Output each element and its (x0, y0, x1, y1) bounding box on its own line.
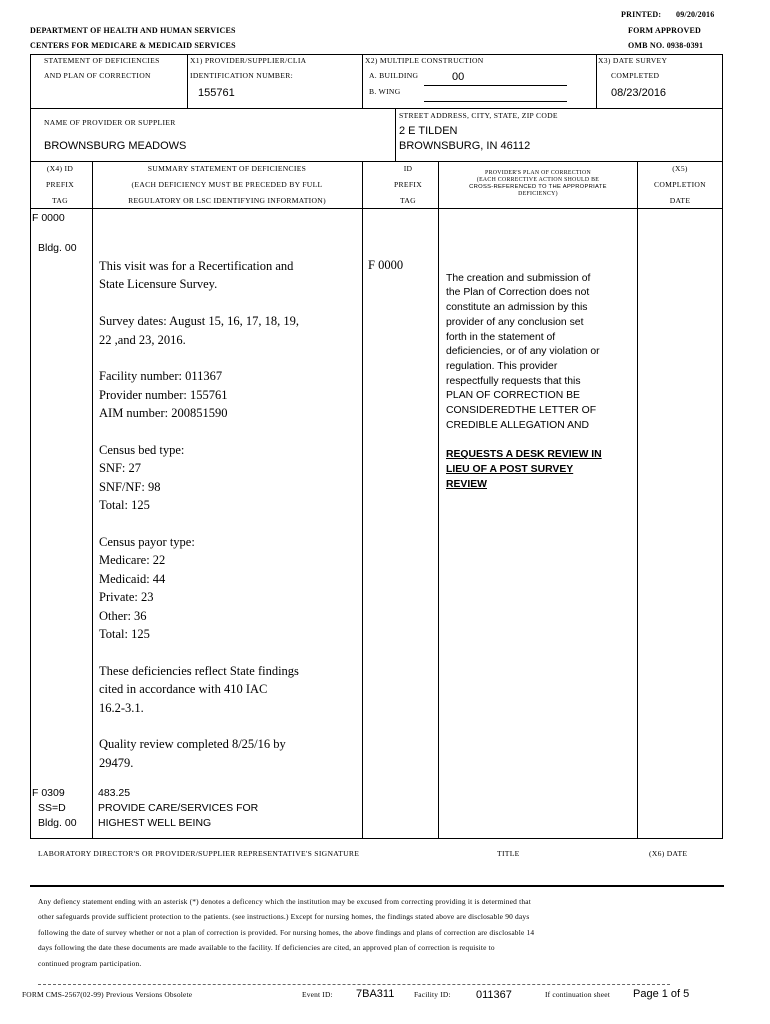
event-id-value: 7BA311 (356, 988, 395, 1000)
disclaimer (38, 894, 534, 971)
disclaimer-line3: following the date of survey whether or not a plan of correction is provided. For nursing homes, the above findings and plans of correction are disclosable 14 (38, 927, 535, 937)
printed-date: 09/20/2016 (676, 10, 715, 19)
omb-number: OMB NO. 0938-0391 (628, 41, 704, 50)
centers-title: CENTERS FOR MEDICARE & MEDICAID SERVICES (30, 41, 236, 50)
date-survey-label-line1: X3) DATE SURVEY (598, 56, 668, 65)
date-survey-label-line2: COMPLETED (611, 71, 660, 80)
page-number: Page 1 of 5 (633, 988, 690, 1000)
summary-paragraph-quality-review: Quality review completed 8/25/16 by 29479. (99, 737, 286, 770)
body-divider-plan (637, 161, 638, 839)
entry1-bldg: Bldg. 00 (38, 242, 77, 254)
summary-paragraph-findings: These deficiencies reflect State findings cited in accordance with 410 IAC 16.2-3.1. (99, 663, 299, 715)
wing-underline (424, 101, 567, 102)
plan-header (438, 170, 638, 198)
provider-id-label-line2: IDENTIFICATION NUMBER: (190, 71, 293, 80)
multiple-construction-label: X2) MULTIPLE CONSTRUCTION (365, 56, 484, 65)
top-box-left-border (30, 54, 31, 108)
plan-header-line3: CROSS-REFERENCED TO THE APPROPRIATE (469, 184, 607, 190)
provider-name-value: BROWNSBURG MEADOWS (44, 140, 187, 152)
building-value: 00 (452, 71, 465, 83)
entry1-plan-of-correction (446, 257, 636, 507)
facility-id-value: 011367 (476, 989, 512, 1001)
address-label: STREET ADDRESS, CITY, STATE, ZIP CODE (399, 111, 558, 120)
form-number: FORM CMS-2567(02-99) Previous Versions Obsolete (22, 990, 193, 999)
entry2-ss: SS=D (38, 802, 66, 814)
entry2-title-line1: PROVIDE CARE/SERVICES FOR (98, 802, 259, 814)
body-divider-summary (362, 161, 363, 839)
entry2-title-line2: HIGHEST WELL BEING (98, 817, 212, 829)
entry2-tag: F 0309 (32, 787, 65, 799)
poc-desk-review-request: REQUESTS A DESK REVIEW IN LIEU OF A POST SURVEY REVIEW (446, 449, 602, 490)
top-box-bottom-border (30, 108, 723, 109)
column-header-bottom-border (30, 208, 723, 209)
entry2-code: 483.25 (98, 787, 131, 799)
entry1-id-tag: F 0000 (368, 258, 404, 272)
title-label: TITLE (497, 849, 520, 858)
entry1-tag: F 0000 (32, 212, 65, 224)
x4-header-line2: PREFIX (46, 180, 74, 189)
x5-header-line2: COMPLETION (654, 180, 706, 189)
top-box-top-border (30, 54, 723, 55)
provider-box-bottom-border (30, 161, 723, 162)
printed-label: PRINTED: (621, 10, 662, 19)
plan-header-line2: (EACH CORRECTIVE ACTION SHOULD BE (476, 177, 600, 183)
x5-header (637, 164, 723, 205)
plan-header-line4: DEFICIENCY) (518, 191, 558, 197)
plan-header-line1: PROVIDER'S PLAN OF CORRECTION (485, 170, 591, 176)
body-left-border (30, 161, 31, 839)
summary-header-line2: (EACH DEFICIENCY MUST BE PRECEDED BY FULL (131, 180, 323, 189)
provider-id-value: 155761 (198, 87, 235, 99)
top-box-divider-3 (596, 54, 597, 108)
summary-paragraph-payor-type: Census payor type: Medicare: 22 Medicaid: 44 Private: 23 Other: 36 Total: 125 (99, 535, 195, 642)
entry1-summary (99, 257, 361, 791)
x5-header-line1: (X5) (672, 164, 688, 173)
provider-box-divider (395, 108, 396, 161)
provider-name-label: NAME OF PROVIDER OR SUPPLIER (44, 118, 176, 127)
summary-header-line1: SUMMARY STATEMENT OF DEFICIENCIES (147, 164, 307, 173)
x4-header-line1: (X4) ID (46, 164, 74, 173)
summary-paragraph-bed-type: Census bed type: SNF: 27 SNF/NF: 98 Total: 125 (99, 443, 185, 513)
id-header (378, 164, 438, 205)
body-divider-tag (92, 161, 93, 839)
x4-header-line3: TAG (52, 196, 68, 205)
address-line1: 2 E TILDEN (399, 125, 458, 137)
provider-id-label-line1: X1) PROVIDER/SUPPLIER/CLIA (190, 56, 307, 65)
signature-label: LABORATORY DIRECTOR'S OR PROVIDER/SUPPLIER REPRESENTATIVE'S SIGNATURE (38, 849, 360, 858)
poc-text: The creation and submission of the Plan of Correction does not constitute an admission by this provider of any conclusion set forth in the statement of deficiencies, or of any violation or regulation. This provider respectfully requests that this PLAN OF CORRECTION BE CONSIDEREDTHE LETTER OF CREDIBLE ALLEGATION AND (446, 272, 600, 431)
department-title: DEPARTMENT OF HEALTH AND HUMAN SERVICES (30, 26, 236, 35)
id-header-line3: TAG (400, 196, 416, 205)
top-box-divider-2 (362, 54, 363, 108)
summary-header-line3: REGULATORY OR LSC IDENTIFYING INFORMATION) (128, 196, 326, 205)
statement-label-line1: STATEMENT OF DEFICIENCIES (44, 56, 160, 65)
provider-box-left-border (30, 108, 31, 161)
summary-paragraph-visit: This visit was for a Recertification and State Licensure Survey. (99, 259, 294, 292)
body-divider-id (438, 161, 439, 839)
entry2-tags (32, 786, 77, 831)
date-label: (X6) DATE (649, 849, 688, 858)
provider-box-right-border (722, 108, 723, 161)
id-header-line2: PREFIX (394, 180, 422, 189)
disclaimer-line4: days following the date these documents are made available to the facility. If deficiencies are cited, an approved plan of correction is requisite to (38, 943, 495, 953)
disclaimer-line5: continued program participation. (38, 958, 142, 968)
disclaimer-line2: other safeguards provide sufficient protection to the patients. (see instructions.) Except for nursing homes, the findings stated above are disclosable 90 days (38, 912, 530, 922)
entry2-summary (98, 786, 258, 831)
x5-header-line3: DATE (669, 196, 691, 205)
statement-label-line2: AND PLAN OF CORRECTION (44, 71, 151, 80)
entry2-bldg: Bldg. 00 (38, 817, 77, 829)
signature-bottom-rule (30, 885, 724, 887)
x4-header (30, 164, 90, 205)
building-label: A. BUILDING (369, 71, 419, 80)
address-line2: BROWNSBURG, IN 46112 (399, 140, 531, 152)
summary-paragraph-numbers: Facility number: 011367 Provider number: 155761 AIM number: 200851590 (99, 369, 228, 421)
top-box-right-border (722, 54, 723, 108)
continuation-label: If continuation sheet (545, 990, 610, 999)
footer-rule (38, 984, 670, 985)
date-survey-value: 08/23/2016 (611, 87, 667, 99)
top-box-divider-1 (187, 54, 188, 108)
form-approved: FORM APPROVED (628, 26, 702, 35)
summary-header (92, 164, 362, 205)
body-bottom-border (30, 838, 723, 839)
building-underline (424, 85, 567, 86)
id-header-line1: ID (403, 164, 413, 173)
facility-id-label: Facility ID: (414, 990, 451, 999)
event-id-label: Event ID: (302, 990, 333, 999)
wing-label: B. WING (369, 87, 401, 96)
body-right-border (722, 161, 723, 839)
disclaimer-line1: Any defiency statement ending with an asterisk (*) denotes a deficency which the institution may be excused from correcting providing it is determined that (38, 897, 531, 906)
summary-paragraph-dates: Survey dates: August 15, 16, 17, 18, 19, 22 ,and 23, 2016. (99, 314, 299, 347)
